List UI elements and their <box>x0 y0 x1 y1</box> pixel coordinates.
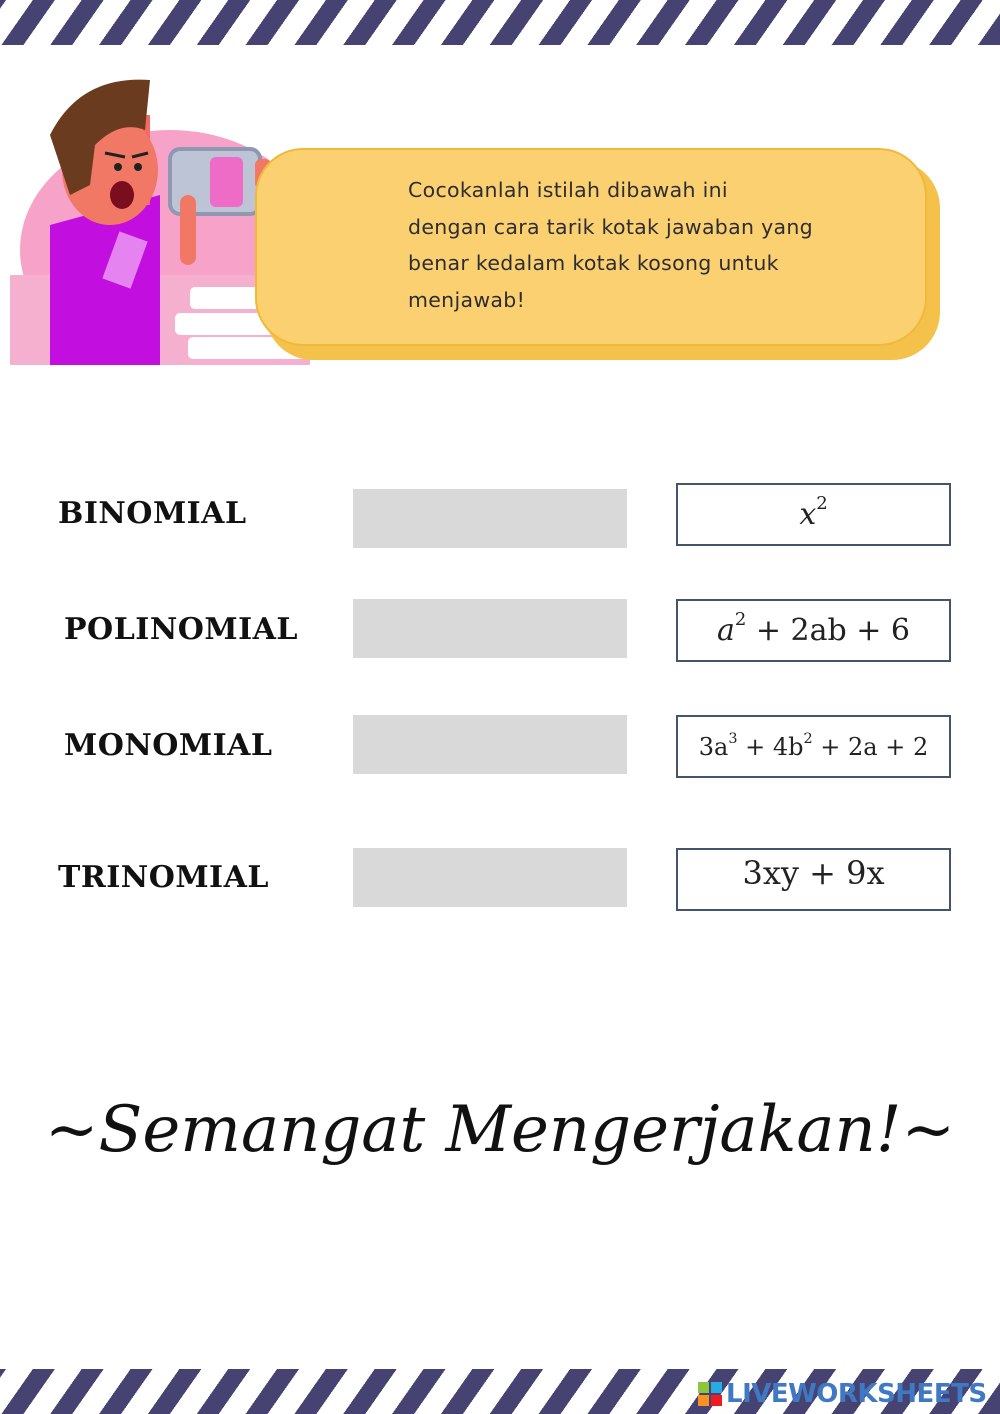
instruction-line: menjawab! <box>408 287 526 312</box>
answer-card-x-squared[interactable] <box>676 483 951 546</box>
liveworksheets-logo-icon <box>698 1382 722 1406</box>
answer-text: + 2ab + 6 <box>746 613 911 648</box>
answer-text: a <box>716 613 735 648</box>
drop-slot-binomial[interactable] <box>353 489 627 548</box>
answer-exponent: 3 <box>728 730 738 747</box>
answer-text: + 2a + 2 <box>812 732 929 761</box>
term-trinomial: TRINOMIAL <box>58 860 269 895</box>
answer-exponent: 2 <box>734 609 747 631</box>
answer-text: x <box>799 497 817 532</box>
term-monomial: MONOMIAL <box>64 728 273 763</box>
answer-exponent: 2 <box>803 730 813 747</box>
drop-slot-monomial[interactable] <box>353 715 627 774</box>
instruction-line: Cocokanlah istilah dibawah ini <box>408 178 728 202</box>
term-polinomial: POLINOMIAL <box>64 612 298 647</box>
answer-text: 3a <box>698 732 729 761</box>
top-stripe-border <box>0 0 1000 45</box>
term-binomial: BINOMIAL <box>58 496 247 531</box>
motto-text: ~Semangat Mengerjakan!~ <box>44 1093 956 1167</box>
answer-exponent: 2 <box>816 493 828 515</box>
answer-text: + 4b <box>737 732 804 761</box>
answer-text: 3xy + 9x <box>742 854 885 892</box>
answer-card-polynomial-2[interactable] <box>676 715 951 778</box>
drop-slot-trinomial[interactable] <box>353 848 627 907</box>
brand-name: LIVEWORKSHEETS <box>726 1379 987 1409</box>
instruction-line: benar kedalam kotak kosong untuk <box>408 251 779 275</box>
brand-logo <box>698 1379 987 1409</box>
drop-slot-polinomial[interactable] <box>353 599 627 658</box>
answer-card-polynomial-1[interactable] <box>676 599 951 662</box>
instruction-line: dengan cara tarik kotak jawaban yang <box>408 214 813 239</box>
answer-card-3xy-9x[interactable] <box>676 848 951 911</box>
instruction-text <box>408 172 888 318</box>
